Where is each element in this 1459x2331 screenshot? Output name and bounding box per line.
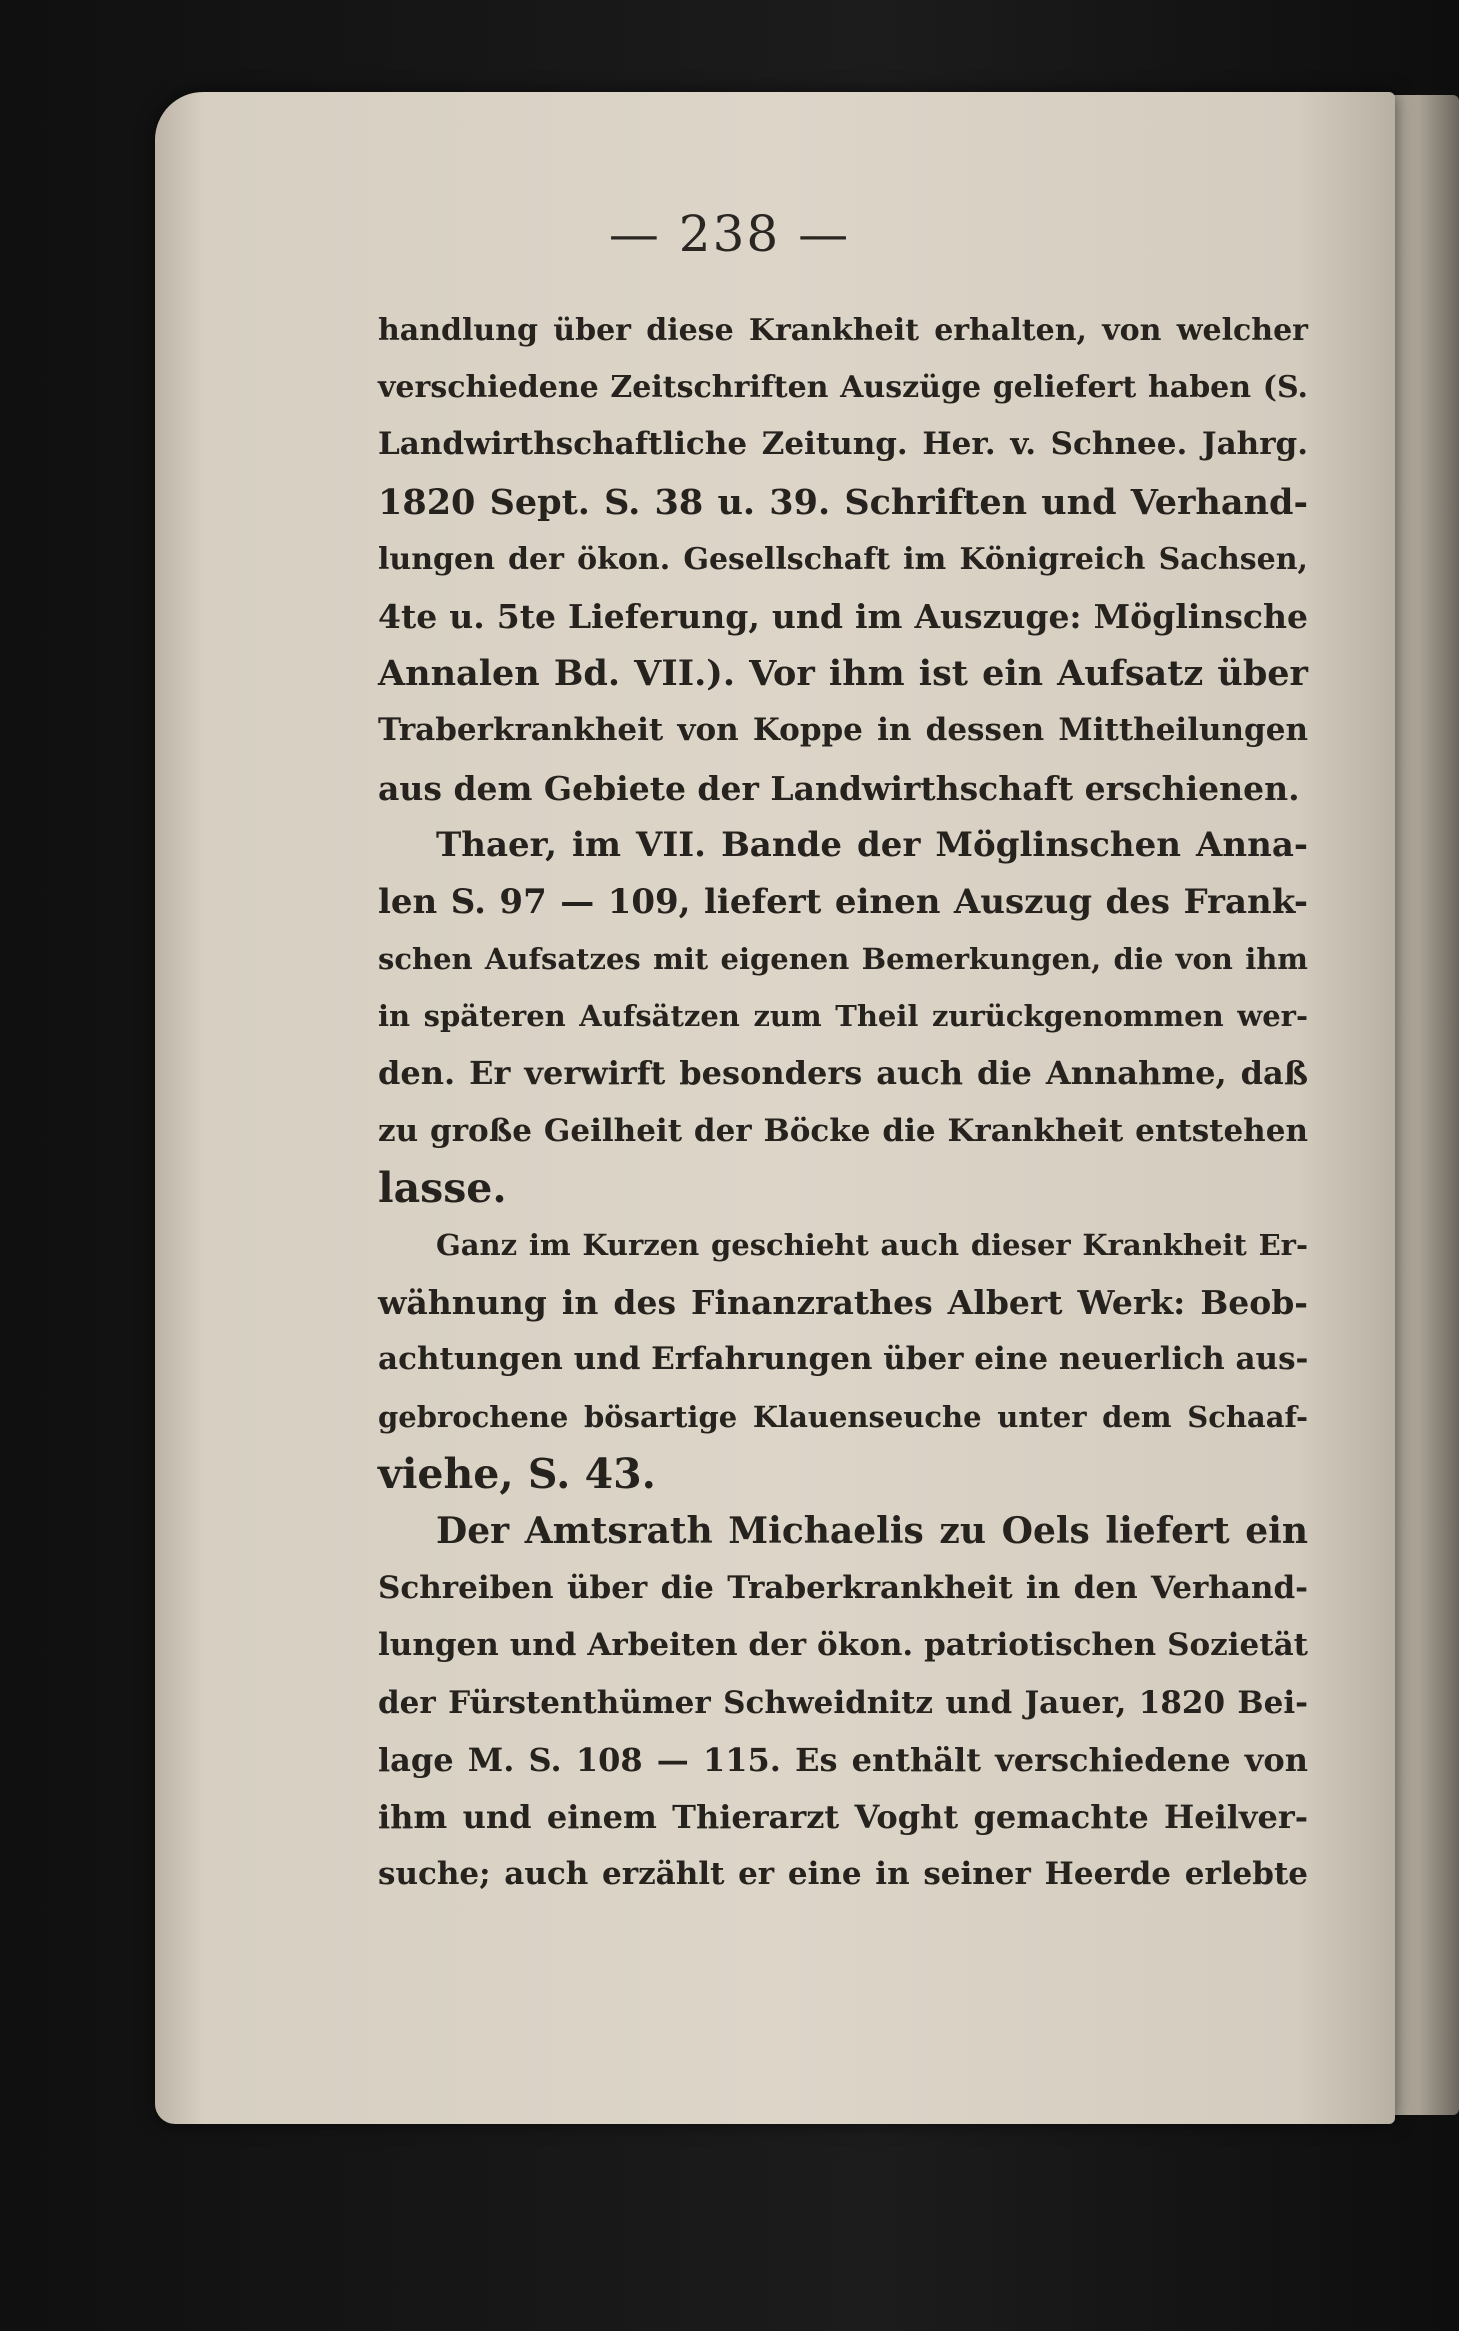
text-line: handlung über diese Krankheit erhalten, von welcher bbox=[378, 313, 1308, 348]
text-line: lasse. bbox=[378, 1163, 507, 1212]
body-text bbox=[378, 302, 1308, 1903]
text-line: schen Aufsatzes mit eigenen Bemerkungen, die von ihm bbox=[378, 942, 1308, 977]
text-line: den. Er verwirft besonders auch die Annahme, daß bbox=[378, 1054, 1308, 1093]
text-line: 1820 Sept. S. 38 u. 39. Schriften und Verhand- bbox=[378, 481, 1308, 523]
text-line: aus dem Gebiete der Landwirthschaft erschienen. bbox=[378, 768, 1300, 808]
text-line: achtungen und Erfahrungen über eine neuerlich aus- bbox=[378, 1341, 1309, 1378]
text-line: Schreiben über die Traberkrankheit in den Verhand- bbox=[378, 1570, 1308, 1607]
text-line: viehe, S. 43. bbox=[378, 1449, 656, 1498]
text-line: ihm und einem Thierarzt Voght gemachte Heilver- bbox=[378, 1797, 1308, 1836]
text-line: zu große Geilheit der Böcke die Krankheit entstehen bbox=[378, 1112, 1308, 1149]
paragraph-start-line: Thaer, im VII. Bande der Möglinschen Anna- bbox=[436, 824, 1308, 865]
paragraph-start-line: Ganz im Kurzen geschieht auch dieser Krankheit Er- bbox=[436, 1228, 1308, 1262]
text-line: Traberkrankheit von Koppe in dessen Mittheilungen bbox=[378, 712, 1308, 749]
text-line: len S. 97 — 109, liefert einen Auszug des Frank- bbox=[378, 881, 1308, 922]
text-line: lungen der ökon. Gesellschaft im Königreich Sachsen, bbox=[378, 541, 1308, 577]
text-line: der Fürstenthümer Schweidnitz und Jauer, 1820 Bei- bbox=[378, 1684, 1308, 1721]
text-line: 4te u. 5te Lieferung, und im Auszuge: Möglinsche bbox=[378, 596, 1308, 636]
text-line: lungen und Arbeiten der ökon. patriotischen Sozietät bbox=[378, 1627, 1308, 1664]
text-line: wähnung in des Finanzrathes Albert Werk: Beob- bbox=[378, 1283, 1308, 1323]
text-line: Landwirthschaftliche Zeitung. Her. v. Schnee. Jahrg. bbox=[378, 426, 1308, 463]
text-line: in späteren Aufsätzen zum Theil zurückgenommen wer- bbox=[378, 999, 1308, 1034]
text-line: gebrochene bösartige Klauenseuche unter dem Schaaf- bbox=[378, 1399, 1308, 1434]
page-number: — 238 — bbox=[608, 205, 851, 263]
text-line: suche; auch erzählt er eine in seiner Heerde erlebte bbox=[378, 1856, 1308, 1893]
text-line: Annalen Bd. VII.). Vor ihm ist ein Aufsatz über bbox=[378, 653, 1308, 695]
text-line: lage M. S. 108 — 115. Es enthält verschiedene von bbox=[378, 1740, 1308, 1779]
paragraph-start-line: Der Amtsrath Michaelis zu Oels liefert ein bbox=[436, 1509, 1308, 1552]
text-line: verschiedene Zeitschriften Auszüge geliefert haben (S. bbox=[378, 370, 1308, 406]
